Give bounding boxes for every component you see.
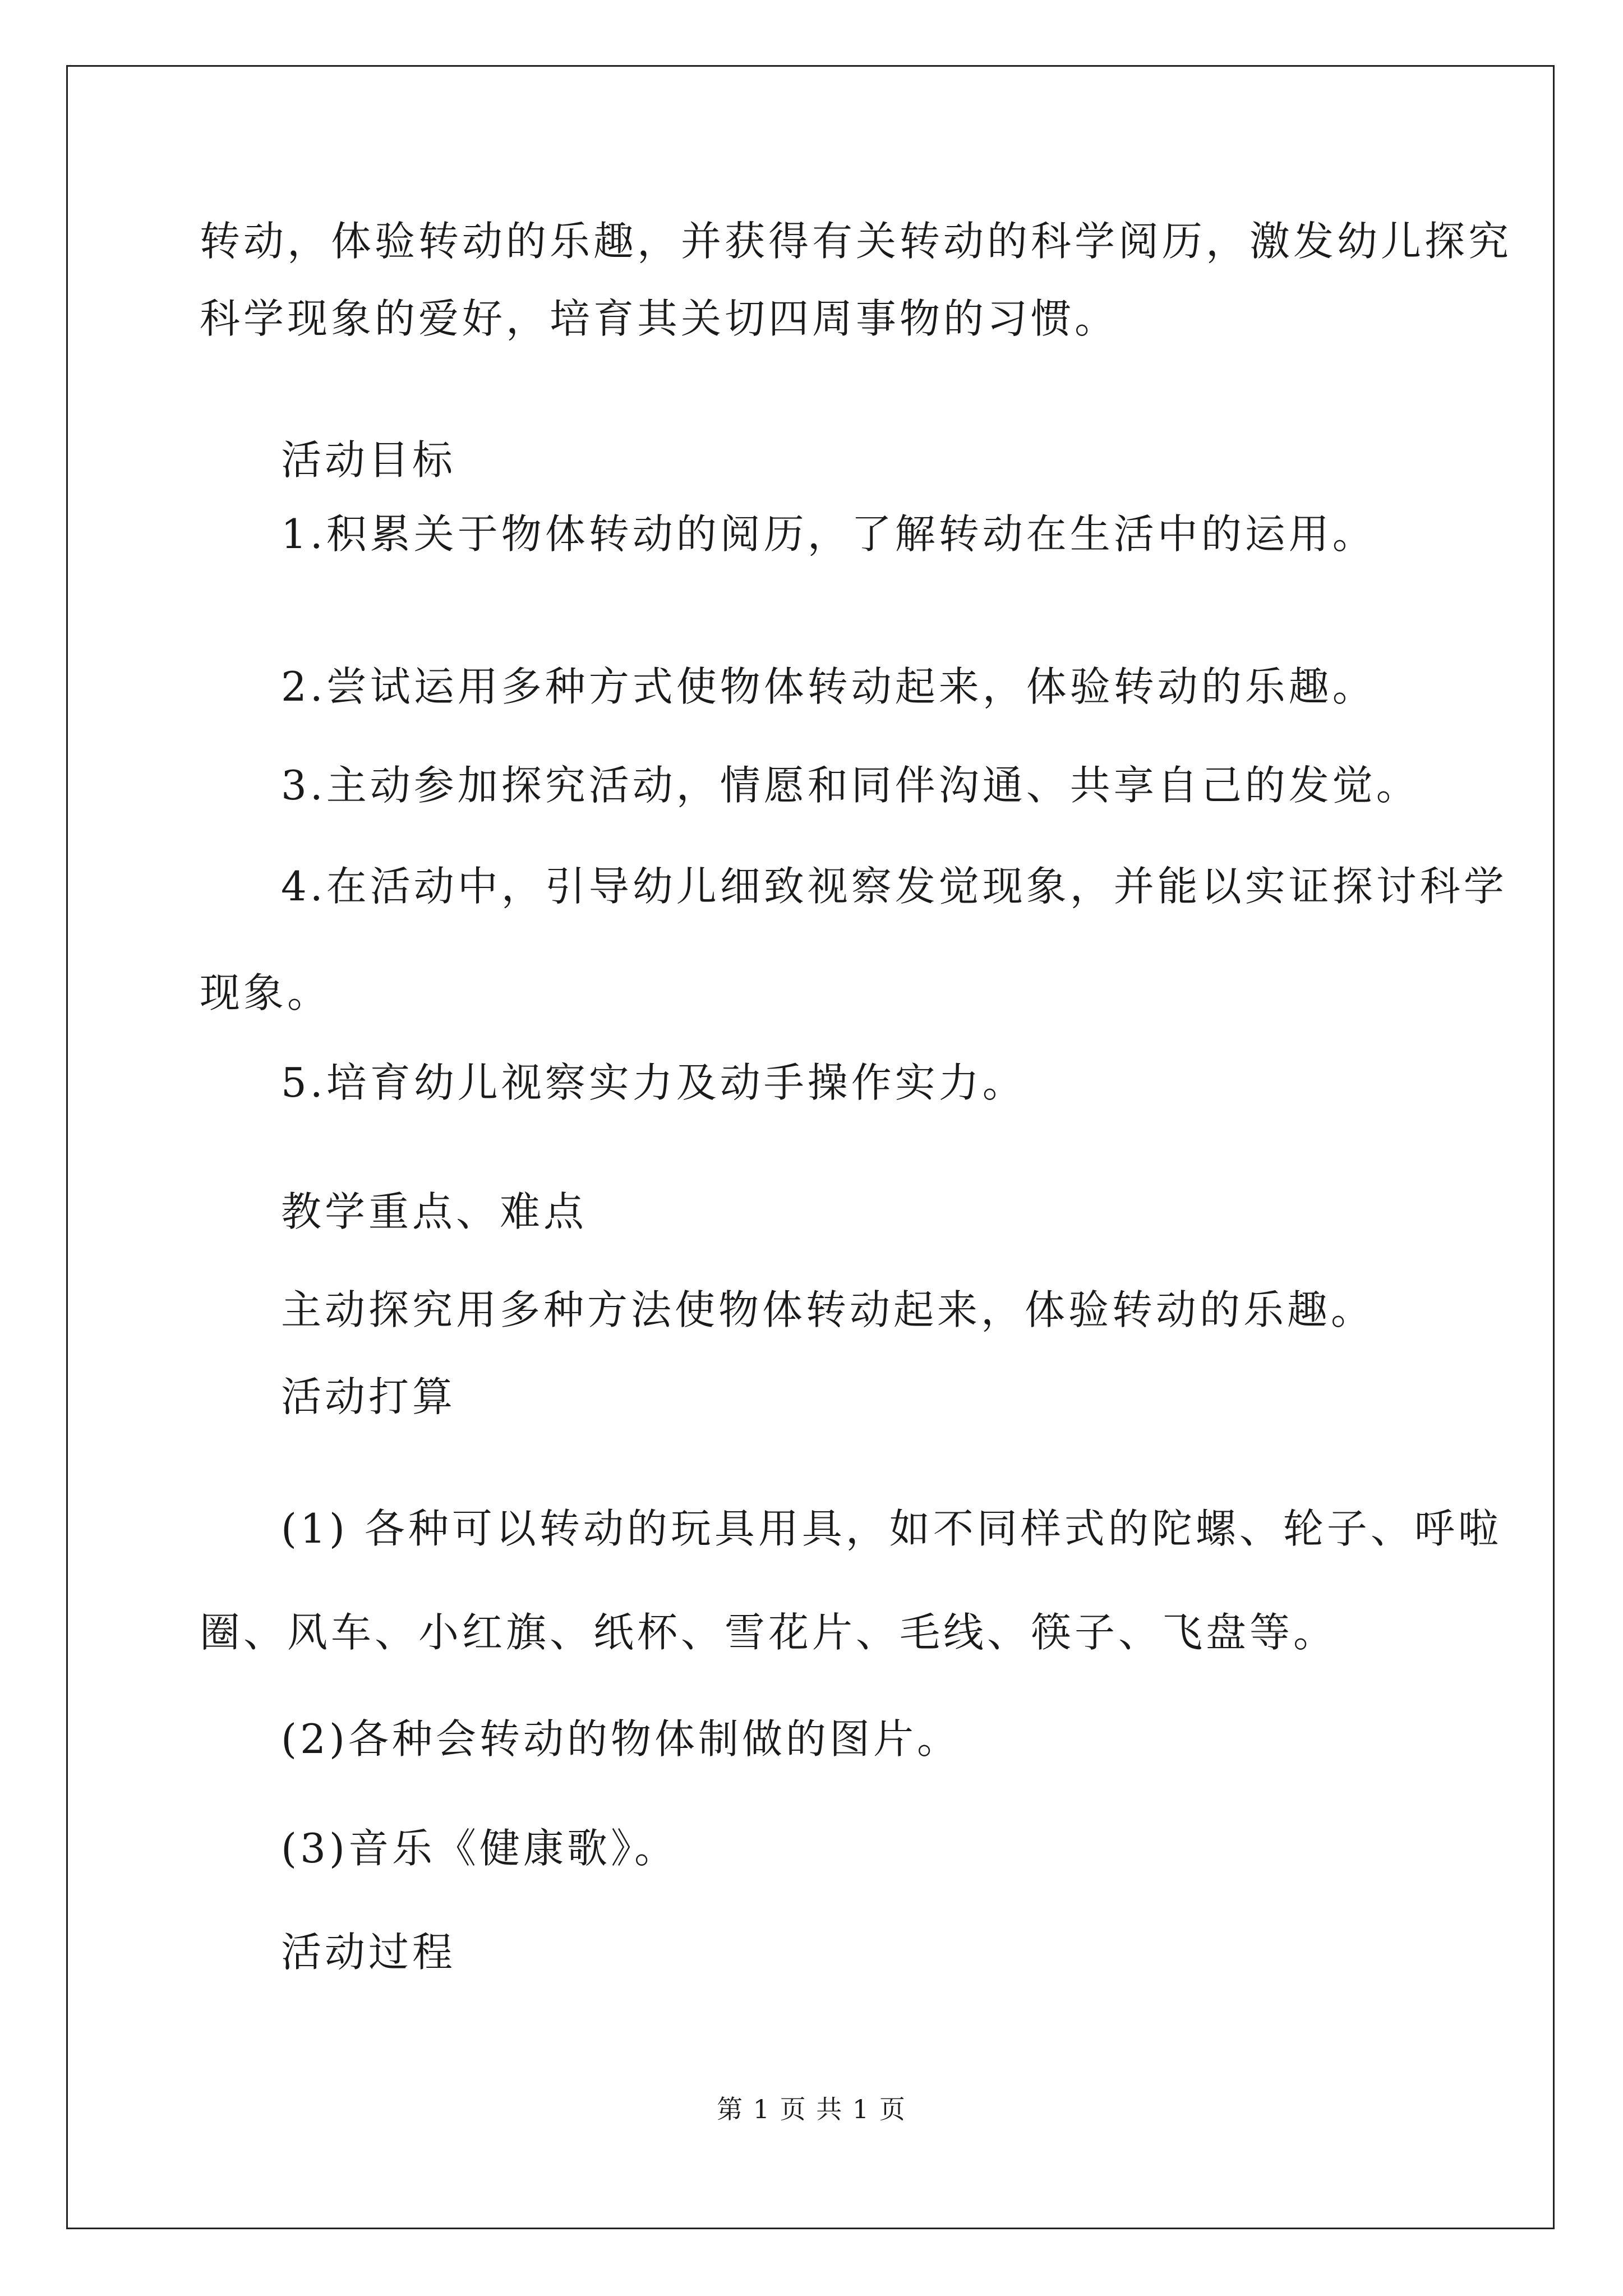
preparation-item-3: (3)音乐《健康歌》。 — [281, 1825, 678, 1872]
goal-item-4: 4.在活动中，引导幼儿细致视察发觉现象，并能以实证探讨科学 — [281, 863, 1507, 910]
page-number: 第 1 页 共 1 页 — [717, 2094, 906, 2124]
preparation-item-1: (1) 各种可以转动的玩具用具，如不同样式的陀螺、轮子、呼啦 — [281, 1505, 1502, 1552]
preparation-item-1-cont: 圈、风车、小红旗、纸杯、雪花片、毛线、筷子、飞盘等。 — [200, 1609, 1338, 1656]
goal-item-1: 1.积累关于物体转动的阅历，了解转动在生活中的运用。 — [281, 510, 1376, 558]
section-heading-key-points: 教学重点、难点 — [281, 1188, 588, 1235]
section-heading-goals: 活动目标 — [281, 436, 457, 484]
key-points-text: 主动探究用多种方法使物体转动起来，体验转动的乐趣。 — [281, 1286, 1375, 1333]
section-heading-process: 活动过程 — [281, 1929, 457, 1976]
goal-item-2: 2.尝试运用多种方式使物体转动起来，体验转动的乐趣。 — [281, 663, 1376, 710]
goal-item-5: 5.培育幼儿视察实力及动手操作实力。 — [281, 1059, 1026, 1106]
goal-item-3: 3.主动参加探究活动，情愿和同伴沟通、共享自己的发觉。 — [281, 762, 1420, 809]
section-heading-preparation: 活动打算 — [281, 1373, 457, 1420]
preparation-item-2: (2)各种会转动的物体制做的图片。 — [281, 1715, 961, 1763]
goal-item-4-cont: 现象。 — [200, 969, 331, 1016]
page-border — [66, 65, 1555, 2229]
paragraph-line-1: 转动，体验转动的乐趣，并获得有关转动的科学阅历，激发幼儿探究 — [200, 218, 1513, 265]
paragraph-line-2: 科学现象的爱好，培育其关切四周事物的习惯。 — [200, 295, 1119, 342]
